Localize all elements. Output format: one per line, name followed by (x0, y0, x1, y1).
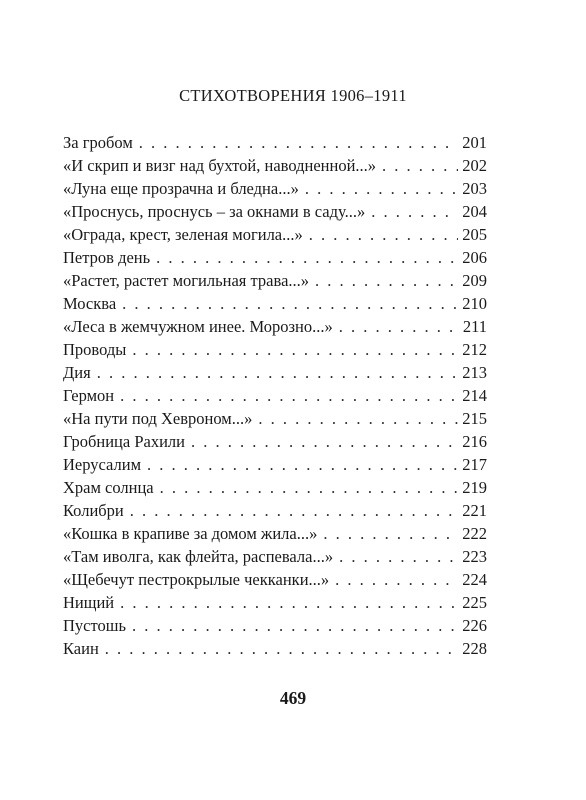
toc-entry-page: 223 (462, 547, 487, 566)
dot-leader (132, 614, 458, 637)
toc-entry-title: «Кошка в крапиве за домом жила...» (63, 524, 318, 543)
toc-entry (63, 545, 487, 568)
toc-entry-title: Пустошь (63, 616, 126, 635)
toc-entry-page: 217 (462, 455, 487, 474)
toc-entry (63, 338, 487, 361)
toc-entry-title: Гермон (63, 386, 115, 405)
toc-entry-title: За гробом (63, 133, 133, 152)
dot-leader (156, 246, 458, 269)
dot-leader (315, 269, 458, 292)
toc-entry-title: «Проснусь, проснусь – за окнами в саду...» (63, 202, 366, 221)
toc-entry-title: Петров день (63, 248, 151, 267)
toc-entry-page: 213 (462, 363, 487, 382)
toc-entry-page: 209 (462, 271, 487, 290)
toc-entry-page: 203 (462, 179, 487, 198)
toc-entry-title: Иерусалим (63, 455, 142, 474)
toc-entry (63, 384, 487, 407)
dot-leader (130, 499, 458, 522)
toc-entry-page: 216 (462, 432, 487, 451)
toc-entry-page: 224 (462, 570, 487, 589)
toc-entry-page: 212 (462, 340, 487, 359)
toc-entry (63, 499, 487, 522)
toc-entry (63, 154, 487, 177)
toc-entry (63, 430, 487, 453)
dot-leader (105, 637, 458, 660)
toc-entry-title: Каин (63, 639, 99, 658)
dot-leader (120, 591, 458, 614)
toc-entry (63, 177, 487, 200)
toc-entry (63, 223, 487, 246)
toc-entry (63, 476, 487, 499)
toc-entry (63, 591, 487, 614)
toc-entry-title: Храм солнца (63, 478, 154, 497)
toc-entry-page: 211 (462, 317, 487, 336)
toc-entry-title: «Леса в жемчужном инее. Морозно...» (63, 317, 333, 336)
dot-leader (309, 223, 458, 246)
toc-entry (63, 568, 487, 591)
toc-entry-title: «Там иволга, как флейта, распевала...» (63, 547, 334, 566)
toc-entry-page: 221 (462, 501, 487, 520)
dot-leader (339, 545, 458, 568)
toc-entry (63, 637, 487, 660)
dot-leader (132, 338, 458, 361)
toc-entry-title: Проводы (63, 340, 127, 359)
toc-entry-page: 225 (462, 593, 487, 612)
dot-leader (191, 430, 458, 453)
toc-entry-page: 222 (462, 524, 487, 543)
dot-leader (97, 361, 459, 384)
toc-entry (63, 200, 487, 223)
dot-leader (122, 292, 458, 315)
dot-leader (139, 131, 458, 154)
toc-entry-page: 204 (462, 202, 487, 221)
toc-entry-page: 201 (462, 133, 487, 152)
toc-entry-title: «Ограда, крест, зеленая могила...» (63, 225, 303, 244)
toc-entry-page: 226 (462, 616, 487, 635)
toc-entry (63, 315, 487, 338)
page-number: 469 (279, 688, 307, 708)
dot-leader (160, 476, 459, 499)
toc-entry-page: 228 (462, 639, 487, 658)
table-of-contents (63, 131, 487, 660)
dot-leader (305, 177, 458, 200)
toc-entry-title: Москва (63, 294, 117, 313)
toc-entry-page: 206 (462, 248, 487, 267)
toc-entry-page: 210 (462, 294, 487, 313)
toc-entry-title: «На пути под Хевроном...» (63, 409, 253, 428)
toc-entry-page: 205 (462, 225, 487, 244)
toc-entry-title: «И скрип и визг над бухтой, наводненной...» (63, 156, 377, 175)
toc-entry-title: Нищий (63, 593, 115, 612)
toc-entry (63, 292, 487, 315)
dot-leader (323, 522, 458, 545)
dot-leader (120, 384, 458, 407)
section-title: СТИХОТВОРЕНИЯ 1906–1911 (179, 86, 407, 105)
toc-entry-page: 214 (462, 386, 487, 405)
dot-leader (339, 315, 459, 338)
toc-entry (63, 407, 487, 430)
dot-leader (371, 200, 458, 223)
toc-entry (63, 361, 487, 384)
toc-entry (63, 131, 487, 154)
toc-entry-title: Дия (63, 363, 91, 382)
toc-entry-title: «Щебечут пестрокрылые чекканки...» (63, 570, 330, 589)
toc-entry-page: 219 (462, 478, 487, 497)
toc-entry-title: «Растет, растет могильная трава...» (63, 271, 310, 290)
toc-entry (63, 453, 487, 476)
dot-leader (382, 154, 458, 177)
dot-leader (258, 407, 458, 430)
dot-leader (335, 568, 458, 591)
dot-leader (147, 453, 458, 476)
toc-entry-title: «Луна еще прозрачна и бледна...» (63, 179, 299, 198)
toc-entry (63, 246, 487, 269)
toc-entry-title: Колибри (63, 501, 124, 520)
toc-entry (63, 614, 487, 637)
toc-entry-title: Гробница Рахили (63, 432, 185, 451)
toc-entry-page: 202 (462, 156, 487, 175)
toc-entry (63, 522, 487, 545)
toc-entry (63, 269, 487, 292)
toc-entry-page: 215 (462, 409, 487, 428)
